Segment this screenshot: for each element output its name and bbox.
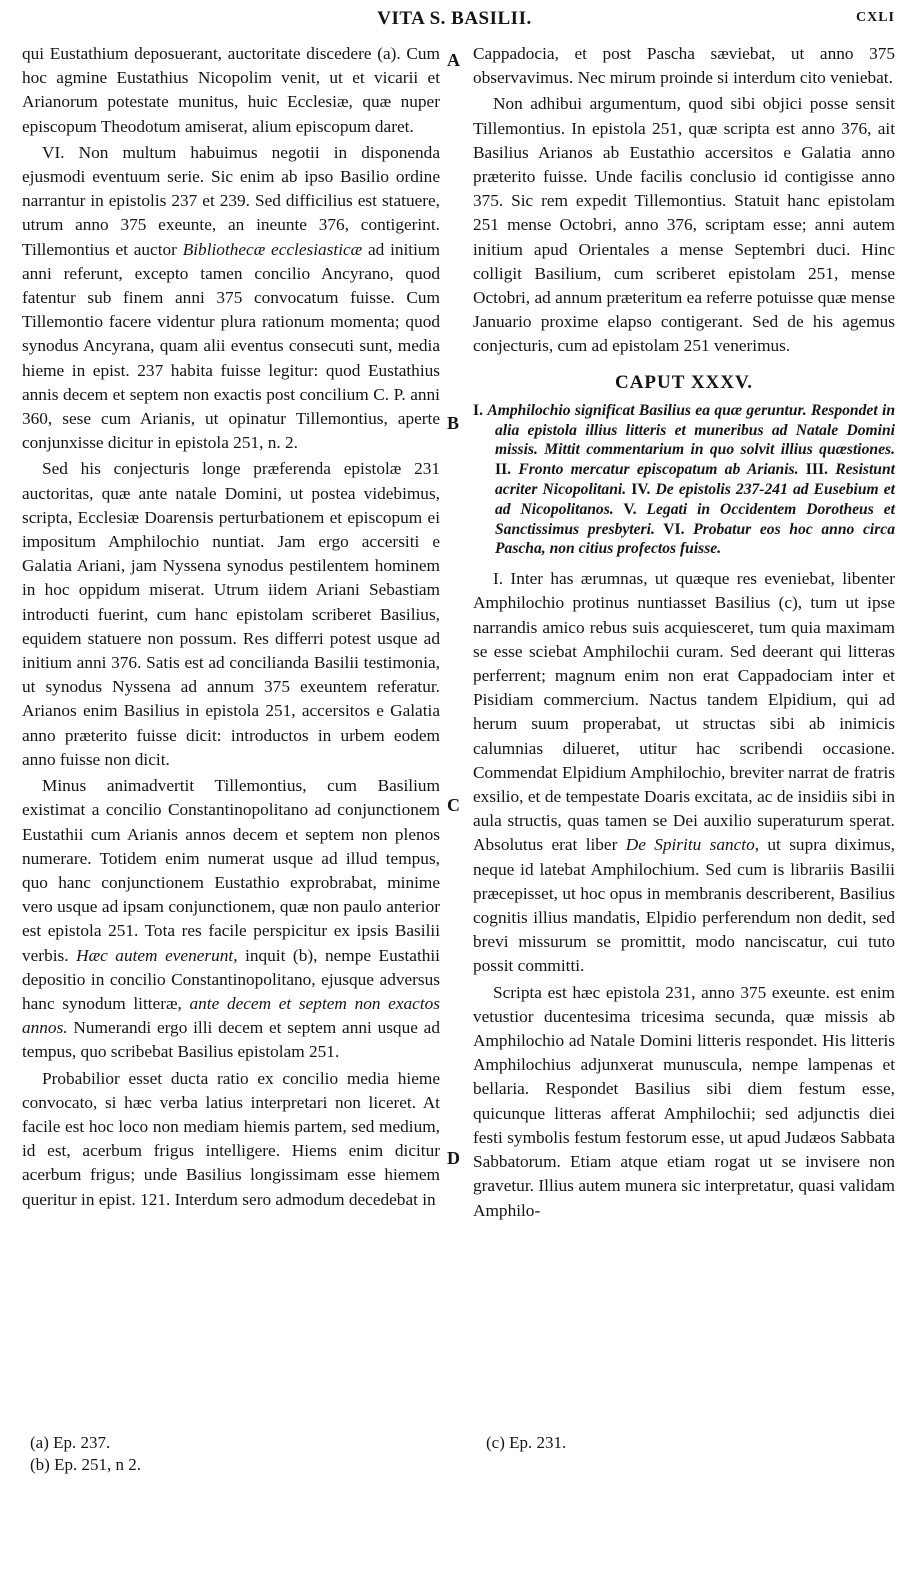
right-column xyxy=(473,42,895,1223)
paragraph: Non adhibui argumentum, quod sibi objici posse sensit Tillemontius. In epistola 251, quæ scripta est anno 376, ait Basilius Arianos ab Eustathio accersitos e Galatia anno præterito fuisse. Unde facilis conclusio id contigisse anno 375. Sic rem expedit Tillemontius. Statuit hanc epistolam 251 mense Octobri, anno 376, scriptam esse; anni autem initium apud Orientales a mense Septembri duci. Hinc colligit Basilium, cum scriberet epistolam 251, mense Octobri, ad annum præteritum ea referre potuisse quæ mense Januario proxime elapso contigerant. Sed de his agemus conjecturis, cum ad epistolam 251 venerimus. xyxy=(473,94,895,356)
page-number: CXLI xyxy=(855,10,895,25)
footnote: (c) Ep. 231. xyxy=(486,1433,567,1452)
paragraph: Cappadocia, et post Pascha sæviebat, ut anno 375 observavimus. Nec mirum proinde si interdum cito veniebat. xyxy=(473,44,895,88)
paragraph: VI. Non multum habuimus negotii in disponenda ejusmodi eventuum serie. Sic enim ab ipso Basilio ordine narrantur in epistolis 237 et 239. Sed difficilius est statuere, utrum anno 375 exeunte, an ineunte 376, contigerint. Tillemontius et auctor Bibliothecæ ecclesiasticæ ad initium anni referunt, excepto tamen concilio Ancyrano, quod fatentur sub finem anni 375 convocatum fuisse. Cum Tillemontio facere videntur plura rationum momenta; quod synodus Ancyrana, quam alii eventus consecuti sunt, media hieme in epist. 237 habita fuisse legitur: quod Eustathius annis decem et septem non exactis post concilium C. P. anni 360, sese cum Arianis, ut opinatur Tillemontius, aperte conjunxisse dicitur in epistola 251, n. 2. xyxy=(22,142,440,453)
paragraph: Scripta est hæc epistola 231, anno 375 exeunte. est enim vetustior ducentesima tricesima secunda, quæ missis ab Amphilochio ad Natale Domini litteris respondet. His litteris Amphilochius adjunxerat munuscula, nempe lampenas et bellaria. Respondet Basilius sibi diem festum esse, quicunque litteras afferat Amphilochii; sed adjunctis diei festi symbolis festum festorum esse, ut apud Judæos Sabbata Sabbatorum. Etiam atque etiam rogat ut se invisere non gravetur. Illius autem munera sic interpretatur, quasi validam Amphilo- xyxy=(473,982,895,1220)
paragraph: Sed his conjecturis longe præferenda epistolæ 231 auctoritas, quæ ante natale Domini, ut postea videbimus, scripta, Ecclesiæ Doarensis perturbationem et episcopum ei impositum Amphilochio nuntiat. Jam ergo accersiti e Galatia Ariani, jam Nyssena synodus pestilentem hominem in hoc oppidum miserat. Utrum iidem Ariani Sebastiam introducti fuerint, cum hanc epistolam scriberet Basilius, equidem statuere non possum. Res differri potest usque ad initium anni 376. Satis est ad concilianda Basilii testimonia, ut synodus Nyssena ad annum 375 exeuntem referatur. Arianos enim Basilius in epistola 251, accersitos e Galatia anno præterito fuisse dicit: introductos in urbem eodem anno fuisse non dicit. xyxy=(22,459,440,769)
page-header xyxy=(0,8,909,32)
running-title: VITA S. BASILII. xyxy=(377,8,532,29)
footnotes-left xyxy=(30,1432,141,1476)
footnote: (a) Ep. 237. xyxy=(30,1433,111,1452)
chapter-heading: CAPUT XXXV. xyxy=(614,371,754,393)
chapter-summary: I. Amphilochio significat Basilius ea quæ geruntur. Respondet in alia epistola illius litteris et muneribus ad Natale Domini missis. Mittit commentarium in quo solvit illius quæstiones. II. Fronto mercatur episcopatum ab Arianis. III. Resistunt acriter Nicopolitani. IV. De epistolis 237-241 ad Eusebium et ad Nicopolitanos. V. Legati in Occidentem Dorotheus et Sanctissimus presbyteri. VI. Probatur eos hoc anno circa Pascha, non citius profectos fuisse. xyxy=(473,401,896,558)
left-column xyxy=(22,42,440,1212)
margin-letter-b: B xyxy=(447,413,460,433)
footnotes-right xyxy=(486,1432,566,1454)
margin-letter-d: D xyxy=(447,1148,460,1168)
margin-letter-a: A xyxy=(447,50,460,70)
margin-letter-c: C xyxy=(447,795,460,815)
footnote: (b) Ep. 251, n 2. xyxy=(30,1455,141,1474)
paragraph: Minus animadvertit Tillemontius, cum Basilium existimat a concilio Constantinopolitano ad conjunctionem Eustathii cum Arianis annos decem et septem non plenos numerare. Totidem enim numerat usque ad illud tempus, quo hanc conjunctionem Eustathio exprobrabat, minime vero usque ad ipsam conjunctionem, quæ non paulo anterior est epistola 251. Tota res facile perspicitur ex ipsis Basilii verbis. Hæc autem evenerunt, inquit (b), nempe Eustathii depositio in concilio Constantinopolitano, ejusque adversus hanc synodum litteræ, ante decem et septem non exactos annos. Numerandi ergo illi decem et septem anni usque ad tempus, quo scribebat Basilius epistolam 251. xyxy=(22,776,440,1062)
paragraph: qui Eustathium deposuerant, auctoritate discedere (a). Cum hoc agmine Eustathius Nicopolim venit, ut et vicarii et Arianorum potestate munitus, huic Ecclesiæ, quæ nuper episcopum Theodotum amiserat, alium episcopum daret. xyxy=(22,44,440,136)
paragraph: I. Inter has ærumnas, ut quæque res eveniebat, libenter Amphilochio protinus nuntiasset Basilius (c), tum ut ipse narrandis amico rebus suis acquiesceret, tum quia maximam se esse sciebat Amphilochii curam. Sed deerant qui litteras perferrent; magnum enim non erat Cappadociam inter et Pisidiam commercium. Nactus tandem Elpidium, qui ad herum suum properabat, ut structas sibi ab inimicis calumnias dilueret, utitur hac scribendi occasione. Commendat Elpidium Amphilochio, breviter narrat de fratris exsilio, et de tempestate Doaris excitata, ac de insidiis sibi in aula structis, quas tamen se Dei auxilio superaturum sperat. Absolutus erat liber De Spiritu sancto, ut supra diximus, neque id latebat Amphilochium. Sed cum is librariis Basilii præcepisset, ut hoc opus in membranis describerent, Basilius cognitis illius mandatis, Elpidio perferendum non dedit, sed brevi missurum se promittit, modo nanciscatur, cui tuto possit committi. xyxy=(473,569,896,976)
paragraph: Probabilior esset ducta ratio ex concilio media hieme convocato, si hæc verba latius interpretari non liceret. At facile est hoc loco non mediam hiemis partem, sed medium, id est, acerbum frigus intelligere. Hiems enim dicitur acerbum frigus; unde Basilius longissimam esse hiemem queritur in epist. 121. Interdum sero admodum decedebat in xyxy=(22,1068,440,1209)
